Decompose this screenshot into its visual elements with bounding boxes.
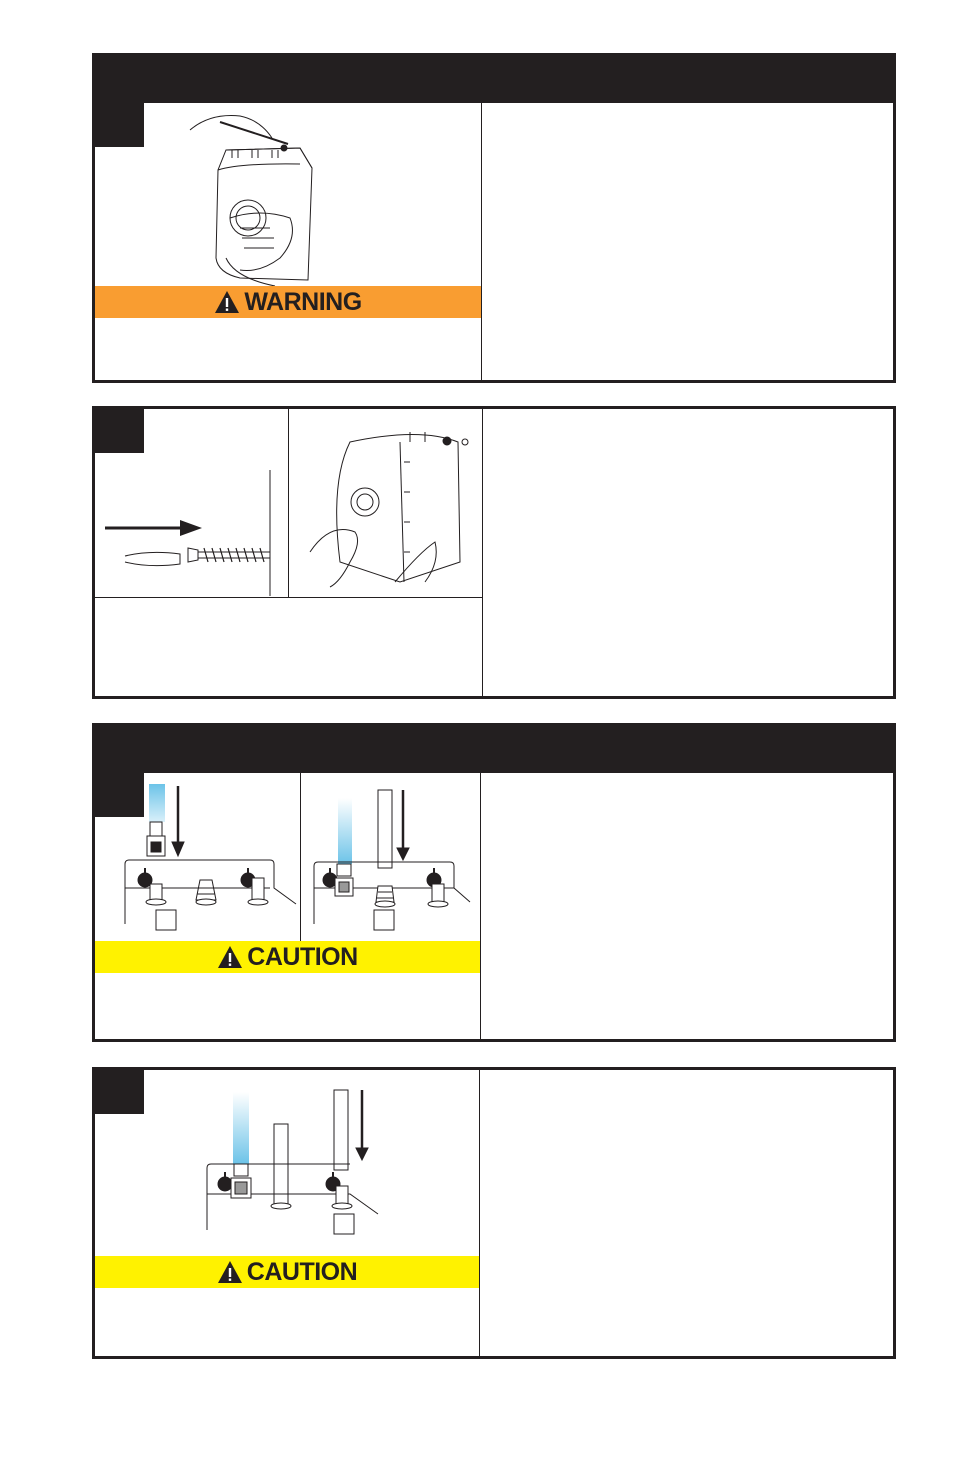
- warning-label: WARNING: [244, 287, 362, 316]
- illustration-hang-heater: [300, 422, 480, 592]
- caution-label-1: CAUTION: [247, 942, 358, 971]
- step-box-1: [95, 103, 144, 147]
- panel-3-image-divider: [300, 773, 301, 941]
- panel-2-image-divider: [288, 409, 289, 597]
- panel-3-divider: [480, 773, 481, 1039]
- illustration-connect-inlet: [120, 784, 296, 934]
- warning-triangle-icon: [214, 290, 240, 314]
- panel-1-divider: [481, 103, 482, 380]
- section-header-1-bar: [92, 53, 896, 103]
- panel-2-hline: [95, 597, 482, 598]
- illustration-mark-wall: [180, 108, 330, 286]
- step-box-2: [95, 409, 144, 453]
- warning-triangle-icon: [217, 1260, 243, 1284]
- caution-label-2: CAUTION: [246, 1257, 358, 1286]
- panel-4-divider: [479, 1070, 480, 1356]
- warning-triangle-icon: [217, 945, 243, 969]
- panel-2-divider: [482, 409, 483, 696]
- illustration-connect-vent: [200, 1090, 380, 1240]
- section-header-3: [92, 723, 896, 773]
- illustration-connect-outlet: [310, 788, 470, 934]
- illustration-anchor-screw: [100, 470, 280, 596]
- warning-banner: [95, 286, 481, 318]
- caution-banner-2: [95, 1256, 479, 1288]
- caution-banner-1: [95, 941, 480, 973]
- step-box-4: [95, 1070, 144, 1114]
